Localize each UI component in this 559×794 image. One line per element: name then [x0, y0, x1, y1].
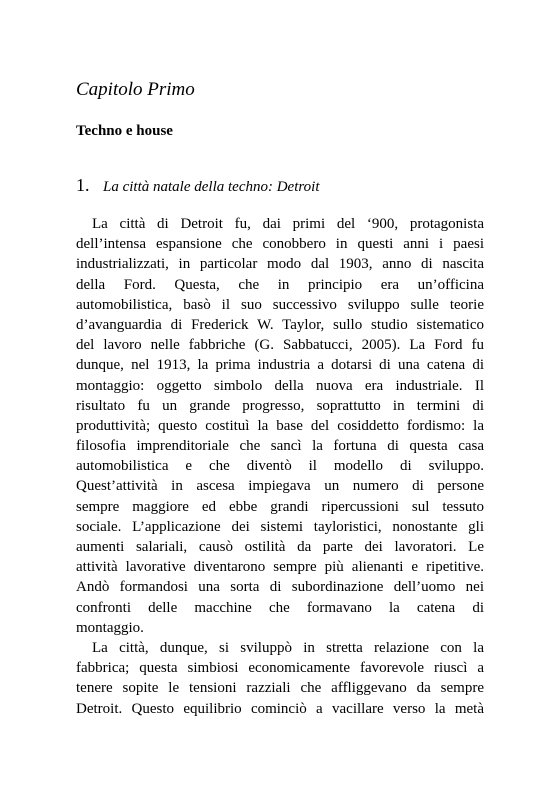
body-line: Andò formandosi una sorta di subordinazione dell’uomo nei — [76, 579, 484, 596]
body-line: Detroit. Questo equilibrio cominciò a vacillare verso la metà — [76, 700, 484, 717]
body-line: montaggio: oggetto simbolo della nuova era industriale. Il — [76, 377, 484, 394]
body-line: industrializzati, in particolar modo dal 1903, anno di nascita — [76, 256, 484, 273]
body-line: del lavoro nelle fabbriche (G. Sabbatucci, 2005). La Ford fu — [76, 337, 484, 354]
body-line: aumenti salariali, causò ostilità da parte dei lavoratori. Le — [76, 539, 484, 555]
body-line: sociale. L’applicazione dei sistemi tayloristici, nonostante gli — [76, 518, 484, 535]
body-line: produttività; questo costituì la base del cosiddetto fordismo: la — [76, 417, 484, 434]
body-line: La città, dunque, si sviluppò in stretta relazione con la — [92, 639, 484, 656]
body-line: sempre maggiore ed ebbe grandi ripercussioni sul tessuto — [76, 498, 484, 515]
body-line: dell’intensa espansione che conobbero in questi anni i paesi — [76, 236, 484, 253]
body-line: Quest’attività in ascesa impiegava un numero di persone — [76, 478, 484, 495]
chapter-title: Techno e house — [76, 123, 173, 139]
section-number: 1. — [76, 175, 90, 195]
body-line: automobilistica e che diventò il modello di sviluppo. — [76, 458, 484, 475]
body-line: filosofia imprenditoriale che sancì la fortuna di questa casa — [76, 438, 484, 455]
body-line: La città di Detroit fu, dai primi del ‘900, protagonista — [92, 216, 484, 232]
section-heading — [76, 174, 320, 198]
body-line: risultato fu un grande progresso, soprattutto in termini di — [76, 397, 484, 414]
body-line: dunque, nel 1913, la prima industria a dotarsi di una catena di — [76, 357, 484, 374]
body-text — [76, 214, 484, 719]
section-title: La città natale della techno: Detroit — [103, 179, 320, 195]
body-line: confronti delle macchine che formavano la catena di — [76, 599, 484, 616]
chapter-label: Capitolo Primo — [76, 79, 195, 100]
body-line: d’avanguardia di Frederick W. Taylor, sullo studio sistematico — [76, 316, 484, 333]
body-line: attività lavorative diventarono sempre più alienanti e ripetitive. — [76, 559, 484, 576]
body-line: della Ford. Questa, che in principio era un’officina — [76, 276, 484, 293]
body-line: automobilistica, basò il suo successivo sviluppo sulle teorie — [76, 296, 484, 313]
body-line: montaggio. — [76, 619, 144, 636]
body-line: fabbrica; questa simbiosi economicamente favorevole riuscì a — [76, 660, 484, 677]
body-line: tenere sopite le tensioni razziali che affliggevano da sempre — [76, 680, 484, 697]
